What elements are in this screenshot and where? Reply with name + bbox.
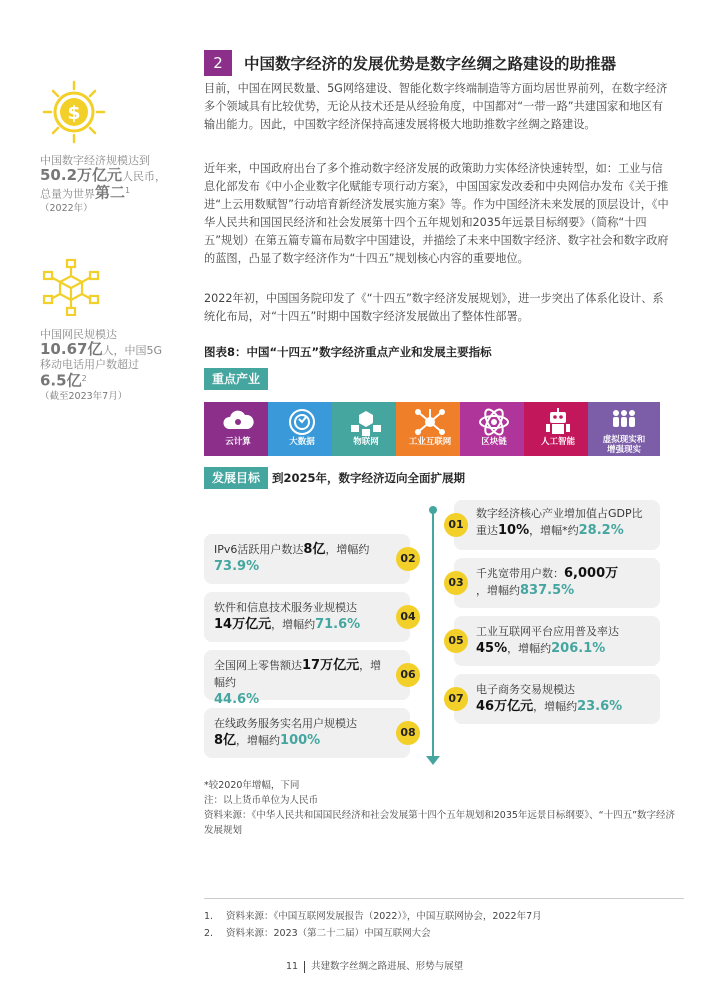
goal-badge-04: 04 [396,605,420,629]
footer-title: 共建数字丝绸之路进展、形势与展望 [311,961,464,972]
goal-card-08: 在线政务服务实名用户规模达 8亿，增幅约100% [204,708,410,758]
goal-card-05: 工业互联网平台应用普及率达 45%，增幅约206.1% [454,616,660,666]
section-title: 中国数字经济的发展优势是数字丝绸之路建设的助推器 [244,55,617,73]
footer-divider [304,961,305,973]
industry-ai: 人工智能 [524,402,592,456]
goal-card-03: 千兆宽带用户数：6,000万 ，增幅约837.5% [454,558,660,608]
paragraph-1: 目前，中国在网民数量、5G网络建设、智能化数字终端制造等方面均居世界前列，在数字经济多个领域具有比较优势，无论从技术还是从经验角度，中国都对“一带一路”共建国家和地区有输出能力。因此，中国数字经济保持高速发展将极大地助推数字丝绸之路建设。 [204,82,668,131]
page-number: 11 [286,961,299,972]
goal-badge-06: 06 [396,663,420,687]
goal-card-06: 全国网上零售额达17万亿元，增幅约 44.6% [204,650,410,700]
goal-badge-02: 02 [396,547,420,571]
footnote-2: 2. 资料来源：2023（第二十二届）中国互联网大会 [204,928,431,939]
goal-badge-08: 08 [396,721,420,745]
section-number: 2 [204,50,232,76]
goal-card-01: 数字经济核心产业增加值占GDP比重达10%，增幅*约28.2% [454,500,660,550]
svg-text:$: $ [67,102,81,124]
industry-bigdata: 大数据 [268,402,336,456]
industry-industrial-internet: 工业互联网 [396,402,464,456]
goal-card-04: 软件和信息技术服务业规模达 14万亿元，增幅约71.6% [204,592,410,642]
robot-icon [541,407,575,437]
timeline-dot [429,506,437,514]
goal-card-07: 电子商务交易规模达 46万亿元，增幅约23.6% [454,674,660,724]
paragraph-2: 近年来，中国政府出台了多个推动数字经济发展的政策助力实体经济快速转型，如：工业与信息化部发布《中小企业数字化赋能专项行动方案》，中国国家发改委和中央网信办发布《关于推进“上云用数赋智”行动培育新经济发展实施方案》等。作为中国经济未来发展的顶层设计，《中华人民共和国国民经济和社会发展第十四个五年规划和2035年远景目标纲要》（简称“十四五”规划）在第五篇专篇布局数字中国建设，并描绘了未来中国数字经济、数字社会和数字政府的蓝图，凸显了数字经济作为“十四五”规划核心内容的重要地位。 [204,162,669,265]
page-footer [286,958,463,973]
timeline-arrow [426,756,440,765]
note-source: 资料来源：《中华人民共和国国民经济和社会发展第十四个五年规划和2035年远景目标纲要》、“十四五”数字经济发展规划 [204,810,676,836]
industry-blockchain: 区块链 [460,402,528,456]
industry-vr-ar: 虚拟现实和 增强现实 [588,402,660,456]
data-icon [285,407,319,437]
footnote-1: 1. 资料来源：《中国互联网发展报告（2022）》，中国互联网协会，2022年7月 [204,911,542,922]
iot-icon [349,407,383,437]
goals-tag: 发展目标 [204,467,268,489]
industry-cloud: 云计算 [204,402,272,456]
note-currency: 注：以上货币单位为人民币 [204,795,319,806]
stat-digital-economy: 中国数字经济规模达到 50.2万亿元人民币， 总量为世界第二$^1$ （2022年） [40,154,167,214]
timeline-line [432,508,434,760]
goal-badge-05: 05 [444,629,468,653]
paragraph-3: 2022年初，中国国务院印发了《“十四五”数字经济发展规划》，进一步突出了体系化设计、系统化布局，对“十四五”时期中国数字经济发展做出了整体性部署。 [204,292,664,323]
goal-badge-03: 03 [444,571,468,595]
stat-netizens: 中国网民规模达 10.67亿人，中国5G 移动电话用户数超过 6.5亿$^2$ （截至2023年7月） [40,328,162,402]
coin-icon [42,80,106,148]
footnote-divider [204,898,684,899]
figure-title: 图表8：中国“十四五”数字经济重点产业和发展主要指标 [204,345,492,359]
goal-card-02: IPv6活跃用户数达8亿，增幅约 73.9% [204,534,410,584]
goal-badge-07: 07 [444,687,468,711]
note-growth: *较2020年增幅，下同 [204,780,300,791]
blockchain-icon [477,407,511,437]
cloud-icon [221,407,255,437]
industrial-icon [413,407,447,437]
goal-badge-01: 01 [444,513,468,537]
goals-heading: 到2025年，数字经济迈向全面扩展期 [272,471,466,485]
industry-iot: 物联网 [332,402,400,456]
industries-tag: 重点产业 [204,368,268,390]
vr-icon [607,407,641,435]
network-cube-icon [42,258,100,320]
